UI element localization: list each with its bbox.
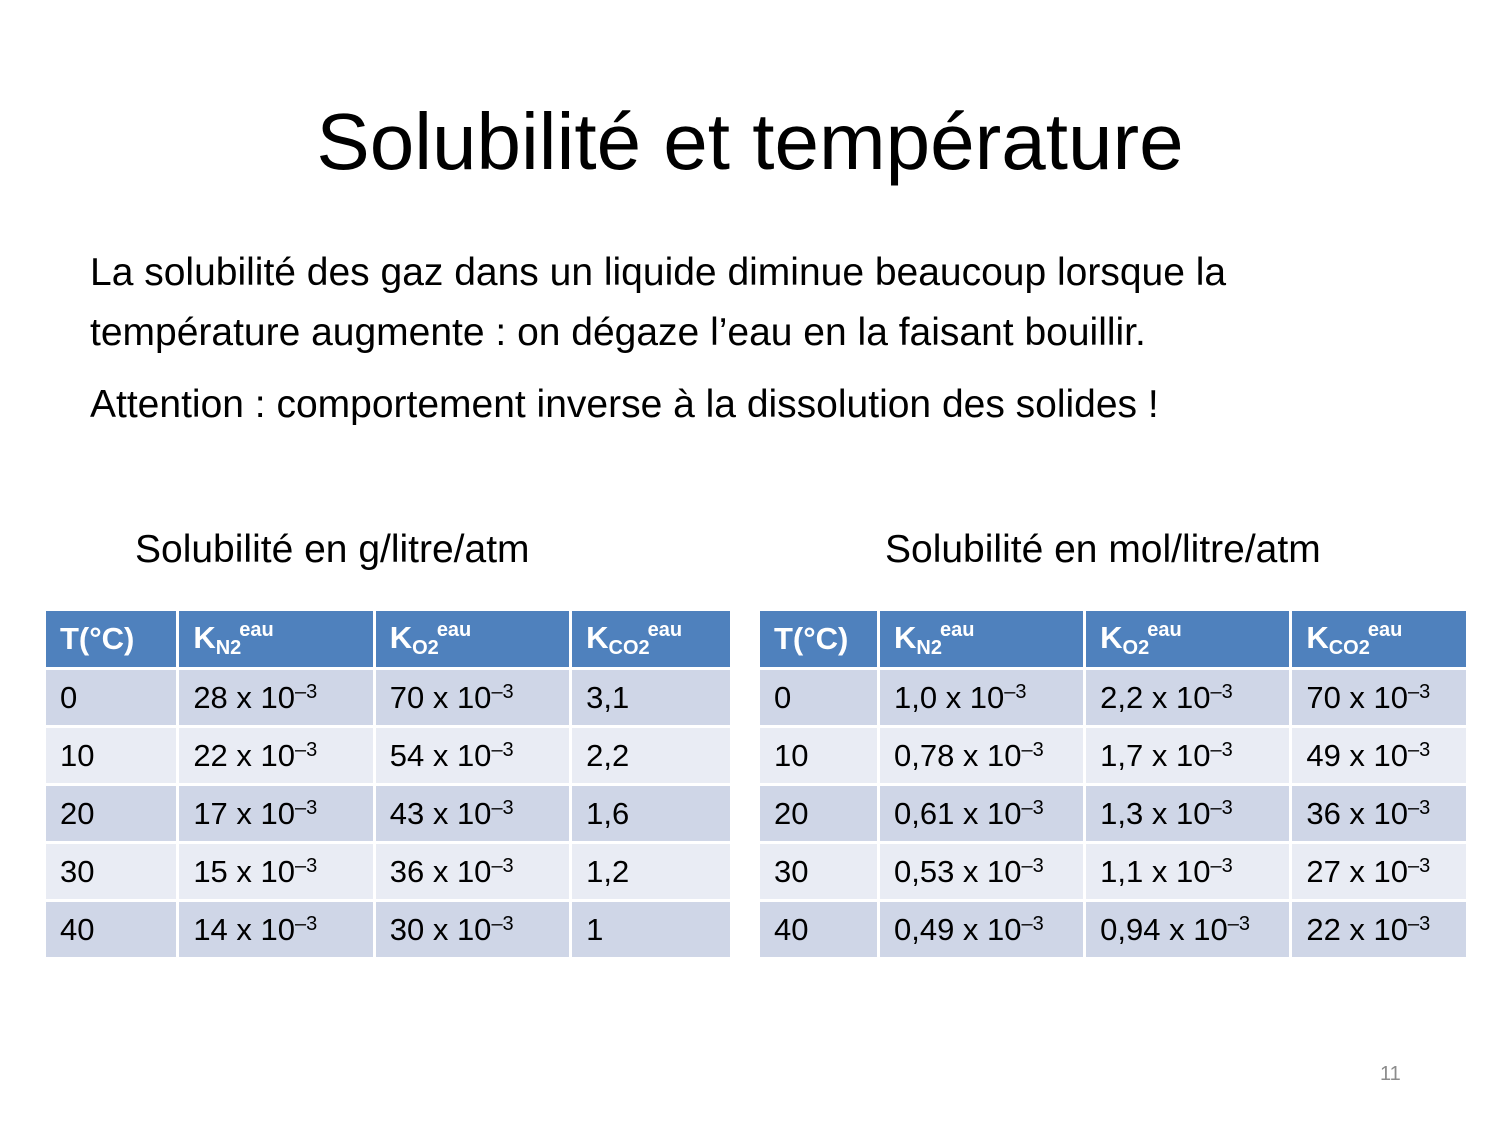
table-row [46,902,730,957]
column-header [46,611,176,667]
cell-mantissa: 40 [60,911,95,947]
header-superscript: eau [239,618,274,641]
cell-value [1100,912,1250,947]
table-cell [1086,786,1289,841]
cell-exponent: –3 [1408,796,1431,819]
header-base: K [193,619,216,655]
cell-value [586,912,603,947]
table-cell [880,902,1083,957]
cell-exponent: –3 [295,796,318,819]
header-superscript: eau [1147,618,1182,641]
cell-mantissa: 15 x 10 [193,853,296,889]
table-cell [760,670,877,725]
table-row [46,786,730,841]
header-base: K [1306,619,1329,655]
cell-value [774,854,808,889]
table-cell [1292,902,1466,957]
table-cell [46,786,176,841]
table-cell [179,844,372,899]
cell-exponent: –3 [295,854,318,877]
cell-mantissa: 22 x 10 [1306,911,1409,947]
table-cell [880,844,1083,899]
column-header-label [1306,618,1403,659]
cell-exponent: –3 [1408,738,1431,761]
cell-mantissa: 0,53 x 10 [893,853,1022,889]
table-row [760,786,1466,841]
cell-mantissa: 49 x 10 [1306,737,1409,773]
cell-exponent: –3 [1021,912,1044,935]
cell-value [60,680,77,715]
slide-body [90,243,1430,447]
cell-value [390,854,514,889]
header-base: T(°C) [774,621,849,656]
cell-value [894,796,1044,831]
table-cell [179,786,372,841]
cell-value [60,854,94,889]
cell-mantissa: 70 x 10 [1306,679,1409,715]
table-cell [1086,728,1289,783]
table-cell [46,902,176,957]
table-cell [760,728,877,783]
cell-exponent: –3 [1210,738,1233,761]
header-base: K [586,619,609,655]
table-row [760,670,1466,725]
header-superscript: eau [436,618,472,641]
table-cell [572,728,730,783]
table-cell [572,844,730,899]
header-subscript: CO2 [1328,636,1370,659]
column-header [880,611,1083,667]
header-superscript: eau [939,618,975,641]
cell-mantissa: 36 x 10 [389,853,492,889]
cell-exponent: –3 [491,912,514,935]
cell-value [774,912,808,947]
table-cell [572,786,730,841]
cell-mantissa: 1,3 x 10 [1100,795,1211,831]
cell-mantissa: 0 [774,679,792,715]
cell-mantissa: 2,2 x 10 [1100,679,1211,715]
table-cell [1086,902,1289,957]
cell-exponent: –3 [491,738,514,761]
cell-exponent: –3 [295,738,318,761]
cell-value [586,680,629,715]
cell-exponent: –3 [295,680,318,703]
cell-mantissa: 30 [60,853,95,889]
cell-value [1306,854,1430,889]
cell-mantissa: 3,1 [586,679,630,715]
column-header-label [1100,618,1182,659]
table-cell [46,844,176,899]
cell-exponent: –3 [1408,912,1431,935]
column-header [760,611,877,667]
cell-value [1100,738,1233,773]
cell-exponent: –3 [491,854,514,877]
cell-mantissa: 10 [774,737,809,773]
table-cell [46,670,176,725]
cell-value [1100,854,1233,889]
column-header [179,611,372,667]
cell-value [390,680,514,715]
cell-value [774,680,791,715]
table-header-row [46,611,730,667]
header-base: K [389,619,413,655]
cell-exponent: –3 [491,680,514,703]
table-cell [1086,670,1289,725]
cell-value [193,912,317,947]
table-cell [880,670,1083,725]
column-header-label [586,618,683,659]
cell-exponent: –3 [1021,796,1044,819]
table-header-row [760,611,1466,667]
cell-exponent: –3 [1210,854,1233,877]
cell-exponent: –3 [1004,680,1027,703]
cell-value [1306,796,1430,831]
cell-mantissa: 1,0 x 10 [893,679,1005,715]
cell-exponent: –3 [1021,738,1044,761]
table-cell [760,902,877,957]
cell-mantissa: 40 [774,911,809,947]
table-cell [376,670,569,725]
table-cell [880,728,1083,783]
cell-value [60,796,94,831]
cell-value [193,738,317,773]
cell-value [390,738,514,773]
column-header [376,611,569,667]
cell-exponent: –3 [1210,680,1233,703]
table-cell [1292,728,1466,783]
header-subscript: CO2 [608,636,650,659]
table-cell [179,670,372,725]
cell-exponent: –3 [1021,854,1044,877]
paragraph-solubility-decreases: La solubilité des gaz dans un liquide diminue beaucoup lorsque la température augmente : on dégaze l’eau en la faisant bouillir. [90,251,1227,354]
cell-value [586,854,629,889]
cell-value [193,854,317,889]
table-cell [46,728,176,783]
cell-value [1306,680,1430,715]
header-base: K [1100,619,1123,655]
table-cell [179,728,372,783]
cell-value [390,912,514,947]
table-row [46,728,730,783]
cell-mantissa: 27 x 10 [1306,853,1409,889]
cell-mantissa: 30 [774,853,809,889]
table-row [46,670,730,725]
table-cell [376,728,569,783]
cell-mantissa: 54 x 10 [389,737,492,773]
table-cell [1292,786,1466,841]
cell-value [1100,680,1233,715]
cell-mantissa: 30 x 10 [389,911,492,947]
column-header [1292,611,1466,667]
cell-mantissa: 0,94 x 10 [1100,911,1228,947]
table-cell [1292,670,1466,725]
cell-mantissa: 28 x 10 [193,679,296,715]
table-cell [376,902,569,957]
cell-value [1100,796,1233,831]
header-base: T(°C) [60,621,135,656]
cell-mantissa: 1,2 [586,853,630,889]
cell-mantissa: 20 [774,795,809,831]
table-cell [376,786,569,841]
column-header-label [60,621,134,656]
cell-mantissa: 36 x 10 [1306,795,1409,831]
table-row [46,844,730,899]
cell-value [390,796,514,831]
cell-exponent: –3 [491,796,514,819]
cell-value [1306,738,1430,773]
header-base: K [893,619,917,655]
table-cell [760,786,877,841]
subheading-g-per-litre: Solubilité en g/litre/atm [135,528,530,571]
table-cell [1086,844,1289,899]
page-number: 11 [1380,1063,1401,1085]
cell-mantissa: 70 x 10 [389,679,492,715]
cell-mantissa: 0 [60,679,78,715]
cell-value [894,854,1044,889]
cell-mantissa: 22 x 10 [193,737,296,773]
table-cell [1292,844,1466,899]
cell-value [193,680,317,715]
cell-mantissa: 17 x 10 [193,795,296,831]
cell-mantissa: 20 [60,795,95,831]
cell-exponent: –3 [1408,680,1431,703]
cell-exponent: –3 [295,912,318,935]
header-subscript: N2 [215,636,242,659]
table-row [760,728,1466,783]
cell-value [586,738,629,773]
cell-value [894,680,1027,715]
cell-mantissa: 0,78 x 10 [893,737,1022,773]
cell-mantissa: 43 x 10 [389,795,492,831]
cell-mantissa: 1,1 x 10 [1100,853,1211,889]
cell-value [193,796,317,831]
cell-mantissa: 10 [60,737,95,773]
subheading-mol-per-litre: Solubilité en mol/litre/atm [885,528,1321,571]
header-superscript: eau [647,618,683,641]
cell-mantissa: 2,2 [586,737,630,773]
header-subscript: N2 [916,636,942,659]
solubility-table-mol [757,608,1469,960]
cell-mantissa: 0,49 x 10 [893,911,1022,947]
table-cell [179,902,372,957]
cell-value [586,796,629,831]
cell-exponent: –3 [1227,912,1250,935]
cell-mantissa: 1,7 x 10 [1100,737,1211,773]
cell-value [774,738,808,773]
cell-value [60,912,94,947]
column-header-label [893,618,975,659]
header-subscript: O2 [412,636,439,659]
cell-mantissa: 1,6 [586,795,630,831]
cell-value [774,796,808,831]
cell-value [894,738,1044,773]
cell-value [1306,912,1430,947]
cell-mantissa: 1 [586,911,604,947]
cell-value [894,912,1044,947]
cell-mantissa: 0,61 x 10 [893,795,1022,831]
header-subscript: O2 [1122,636,1150,659]
table-cell [572,670,730,725]
table-row [760,902,1466,957]
solubility-table-g [43,608,733,960]
table-cell [376,844,569,899]
header-superscript: eau [1367,618,1403,641]
table-cell [880,786,1083,841]
column-header-label [389,618,472,659]
cell-value [60,738,94,773]
column-header-label [193,618,274,659]
paragraph-attention: Attention : comportement inverse à la dissolution des solides ! [90,383,1159,426]
table-cell [572,902,730,957]
cell-mantissa: 14 x 10 [193,911,296,947]
slide-title: Solubilité et température [316,97,1184,186]
column-header-label [774,621,848,656]
column-header [1086,611,1289,667]
cell-exponent: –3 [1210,796,1233,819]
column-header [572,611,730,667]
table-cell [760,844,877,899]
table-row [760,844,1466,899]
cell-exponent: –3 [1408,854,1431,877]
